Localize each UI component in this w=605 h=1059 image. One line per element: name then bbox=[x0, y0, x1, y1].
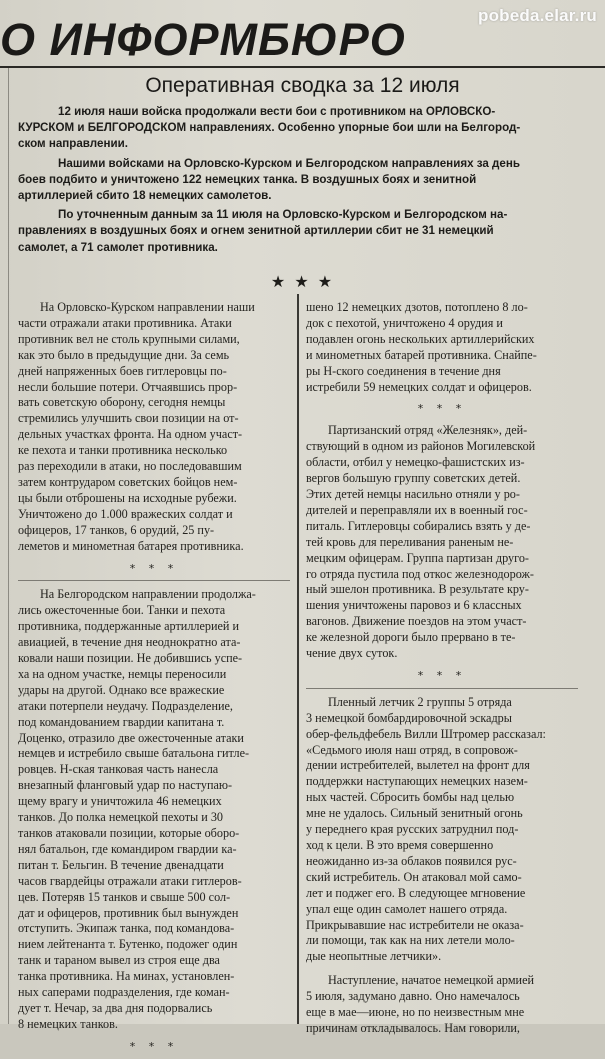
text-line: ствующий в одном из районов Могилевской bbox=[306, 439, 536, 454]
text-line: подавлен огонь нескольких артиллерийских bbox=[306, 331, 535, 346]
text-line: док с пехотой, уничтожено 4 орудия и bbox=[306, 315, 503, 330]
text-line: и минометных батарей противника. Снайпе- bbox=[306, 347, 537, 362]
text-line: ровцев. Н-ская танковая часть нанесла bbox=[18, 762, 219, 777]
text-line: еще в мае—июне, но по неизвестным мне bbox=[306, 1005, 525, 1020]
section-separator: * * * bbox=[417, 668, 467, 682]
text-line: лись ожесточенные бои. Танки и пехота bbox=[18, 603, 226, 618]
text-line: противник вел не столь крупными силами, bbox=[18, 331, 240, 346]
text-line: удары на другой. Однако все вражеские bbox=[18, 682, 225, 697]
text-line: шено 12 немецких дзотов, потоплено 8 ло- bbox=[306, 300, 528, 314]
text-line: Партизанский отряд «Железняк», дей- bbox=[328, 423, 528, 438]
text-line: ский истребитель. Он атаковал мой само- bbox=[306, 869, 522, 884]
text-line: ный эшелон противника. В результате кру- bbox=[306, 582, 529, 597]
text-line: часов гвардейцы отражали атаки гитлеров- bbox=[18, 873, 242, 888]
text-line: ке пехота и танки противника несколько bbox=[18, 443, 228, 458]
section-rule bbox=[18, 580, 290, 581]
text-line: питан т. Бельгин. В течение двенадцати bbox=[18, 857, 224, 872]
text-line: отступить. Экипаж танка, под командова- bbox=[18, 921, 235, 936]
text-line: шения уничтожены паровоз и 6 классных bbox=[306, 598, 522, 613]
text-line: мецким офицерам. Группа партизан друго- bbox=[306, 550, 529, 565]
text-line: чение двух суток. bbox=[306, 646, 398, 661]
right-column bbox=[306, 300, 578, 1037]
text-line: Пленный летчик 2 группы 5 отряда bbox=[328, 694, 512, 709]
text-line: внезапный фланговый удар по наступаю- bbox=[18, 778, 233, 793]
text-line: танков. До полка немецкой пехоты и 30 bbox=[18, 810, 224, 825]
lead-line: боев подбито и уничтожено 122 немецких танка. В воздушных боях и зенитной bbox=[18, 172, 477, 186]
masthead-rule bbox=[0, 66, 605, 68]
text-line: офицеров, 17 танков, 6 орудий, 25 пу- bbox=[18, 522, 215, 537]
section-separator: * * * bbox=[129, 561, 179, 575]
section-separator: * * * bbox=[129, 1039, 179, 1053]
text-line: лет и поджег его. В следующее мгновение bbox=[306, 885, 526, 900]
text-line: вергов большую группу советских детей. bbox=[306, 471, 521, 486]
text-line: цы были отброшены на исходные рубежи. bbox=[18, 490, 237, 505]
text-line: неожиданно из-за облаков появился рус- bbox=[306, 853, 517, 868]
text-line: Наступление, начатое немецкой армией bbox=[328, 973, 534, 988]
text-line: дней напряженных боев гитлеровцы по- bbox=[18, 363, 227, 378]
section-rule bbox=[306, 688, 578, 689]
section-separator: * * * bbox=[417, 402, 467, 416]
text-line: как это было в предыдущие дни. За семь bbox=[18, 347, 230, 362]
text-line: На Белгородском направлении продолжа- bbox=[40, 587, 256, 602]
text-line: части отражали атаки противника. Атаки bbox=[18, 315, 232, 330]
lead-line: правлениях в воздушных боях и огнем зенитной артиллерии сбит не 31 немецкий bbox=[18, 224, 494, 238]
text-line: дении истребителей, вылетел на фронт для bbox=[306, 758, 530, 773]
text-line: Доценко, отразило две ожесточенные атаки bbox=[18, 730, 244, 745]
text-line: причинам откладывалось. Нам говорили, bbox=[306, 1020, 520, 1035]
left-column bbox=[18, 300, 290, 1059]
text-line: леметов и минометная батарея противника. bbox=[18, 538, 244, 553]
text-line: го отряда пустила под откос железнодорож- bbox=[306, 566, 534, 581]
text-line: ли помощи, так как на них летели моло- bbox=[306, 933, 515, 948]
text-line: поддержки наступающих немецких назем- bbox=[306, 774, 528, 789]
text-line: противника, поддержанные артиллерией и bbox=[18, 619, 240, 634]
text-line: ход к цели. В это время совершенно bbox=[306, 838, 494, 852]
text-line: атаки потерпели неудачу. Подразделение, bbox=[18, 698, 233, 713]
article-headline: Оперативная сводка за 12 июля bbox=[145, 74, 460, 97]
text-line: 5 июля, задумано давно. Оно намечалось bbox=[306, 989, 520, 1004]
watermark: pobeda.elar.ru bbox=[477, 6, 597, 25]
text-line: танка противника. На минах, установлен- bbox=[18, 969, 235, 984]
text-line: ных частей. Сбросить бомбы над целью bbox=[306, 790, 515, 805]
text-line: области, отбил у немецко-фашистских из- bbox=[306, 455, 525, 470]
text-line: нял батальон, где командиром гвардии ка- bbox=[18, 841, 237, 856]
text-line: несли большие потери. Отчаявшись прор- bbox=[18, 379, 238, 394]
lead-line: КУРСКОМ и БЕЛГОРОДСКОМ направлениях. Особенно упорные бои шли на Белгород- bbox=[18, 121, 521, 135]
text-line: дат и офицеров, противник был вынужден bbox=[18, 905, 239, 920]
lead-line: артиллерией сбито 18 немецких самолетов. bbox=[18, 189, 272, 203]
text-line: ке железной дороги было прервано в те- bbox=[306, 630, 516, 645]
text-line: авиацией, в течение дня неоднократно ата- bbox=[18, 635, 241, 650]
text-line: 3 немецкой бомбардировочной эскадры bbox=[306, 710, 512, 725]
lead-line: Нашими войсками на Орловско-Курском и Белгородском направлениях за день bbox=[58, 156, 520, 170]
text-line: «Седьмого июля наш отряд, в сопровож- bbox=[306, 742, 518, 757]
text-line: дует т. Нечар, за два дня подорвались bbox=[18, 1000, 213, 1015]
text-line: под командованием гвардии капитана т. bbox=[18, 714, 225, 729]
text-line: дителей и переправляли их в военный гос- bbox=[306, 502, 528, 517]
text-line: ры Н-ского соединения в течение дня bbox=[306, 363, 501, 378]
column-rule bbox=[297, 294, 299, 1024]
text-line: стремились улучшить свои позиции на от- bbox=[18, 411, 239, 426]
text-line: вагонов. Движение поездов на этом участ- bbox=[306, 614, 527, 629]
section-stars: ★ ★ ★ bbox=[270, 272, 335, 291]
lead-line: самолет, а 71 самолет противника. bbox=[18, 240, 218, 254]
text-line: танк и тараном вывел из строя еще два bbox=[18, 953, 220, 968]
text-line: тей кровь для переливания раненым не- bbox=[306, 534, 514, 549]
text-line: цев. Потеряв 15 танков и свыше 500 сол- bbox=[18, 889, 231, 904]
text-line: немцев и истребило свыше батальона гитле- bbox=[18, 746, 250, 761]
text-line: дельных участках фронта. На одном участ- bbox=[18, 427, 243, 442]
text-line: обер-фельдфебель Вилли Штромер рассказал: bbox=[306, 726, 546, 741]
text-line: упал еще один самолет нашего отряда. bbox=[306, 901, 508, 916]
text-line: у переднего края русских затруднил под- bbox=[306, 822, 519, 837]
text-line: щему врагу и уничтожила 46 немецких bbox=[18, 794, 222, 809]
text-line: вать советскую оборону, сегодня немцы bbox=[18, 395, 226, 410]
text-line: Уничтожено до 1.000 вражеских солдат и bbox=[18, 506, 233, 521]
text-line: ковали наши позиции. Не добившись успе- bbox=[18, 651, 243, 666]
text-line: танков атаковали позиции, которые оборо- bbox=[18, 826, 240, 840]
text-line: Прикрывавшие нас истребители не оказа- bbox=[306, 917, 524, 932]
text-line: истребили 59 немецких солдат и офицеров. bbox=[306, 379, 532, 394]
lead-block bbox=[18, 104, 580, 256]
lead-line: 12 июля наши войска продолжали вести бои с противником на ОРЛОВСКО- bbox=[58, 105, 496, 118]
text-line: раз переходили в атаки, но последовавшим bbox=[18, 459, 242, 474]
masthead-title: О ИНФОРМБЮРО bbox=[0, 14, 406, 65]
text-line: питаль. Гитлеровцы собирались взять у де- bbox=[306, 518, 531, 533]
text-line: мне не удалось. Сильный зенитный огонь bbox=[306, 806, 523, 821]
text-line: Этих детей немцы насильно отняли у ро- bbox=[306, 486, 520, 501]
text-line: ных саперами подразделения, где коман- bbox=[18, 985, 230, 1000]
lead-line: ском направлении. bbox=[18, 137, 128, 151]
text-line: 8 немецких танков. bbox=[18, 1016, 118, 1031]
text-line: ха на одном участке, немцы переносили bbox=[18, 666, 227, 681]
lead-line: По уточненным данным за 11 июля на Орловско-Курском и Белгородском на- bbox=[58, 208, 508, 222]
text-line: затем контрударом советских бойцов нем- bbox=[18, 474, 238, 489]
text-line: На Орловско-Курском направлении наши bbox=[40, 300, 255, 314]
left-border-line bbox=[8, 68, 9, 1024]
text-line: дые неопытные летчики». bbox=[306, 949, 442, 964]
text-line: нием лейтенанта т. Бутенко, подожег один bbox=[18, 937, 238, 952]
